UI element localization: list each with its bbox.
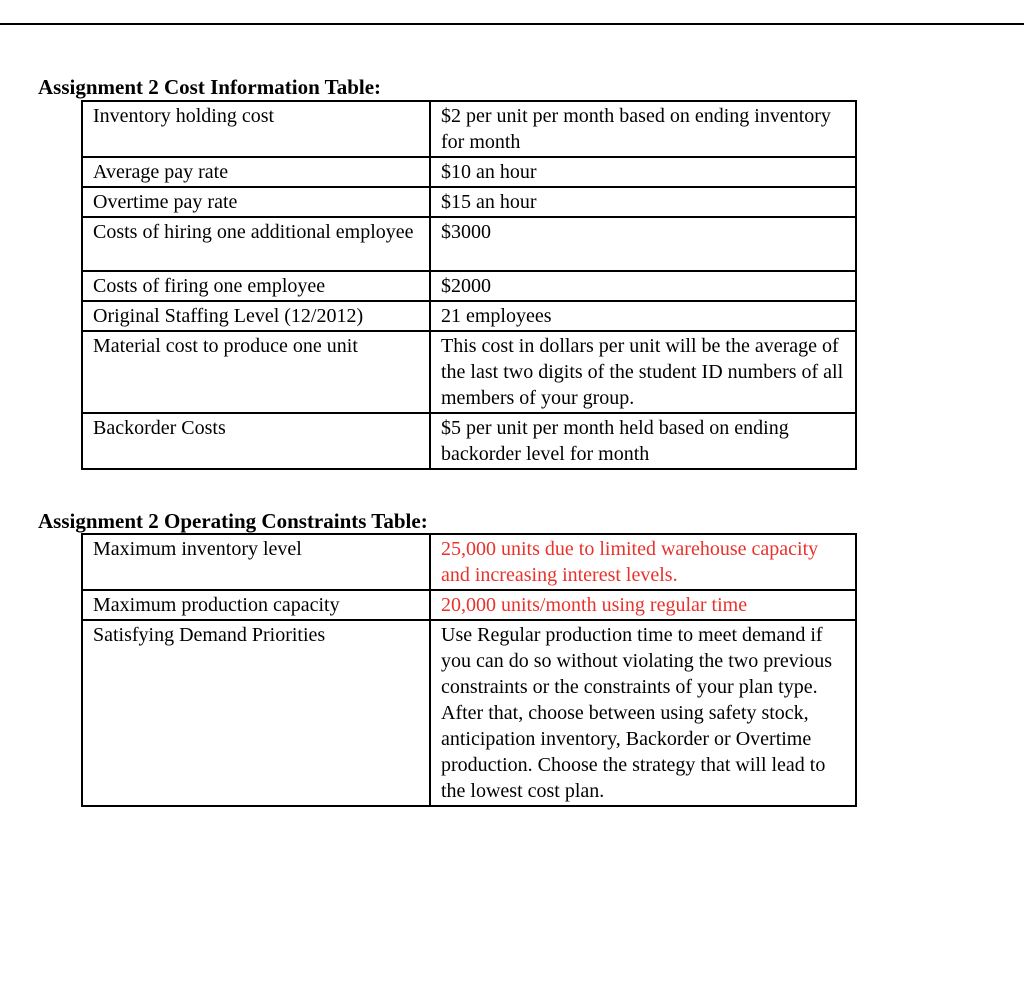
table-row xyxy=(82,301,856,331)
cost-label: Inventory holding cost xyxy=(82,101,430,157)
cost-label: Costs of firing one employee xyxy=(82,271,430,301)
top-rule xyxy=(0,23,1024,25)
cost-value: $5 per unit per month held based on ending backorder level for month xyxy=(430,413,856,469)
cost-value: This cost in dollars per unit will be the average of the last two digits of the student ID numbers of all members of your group. xyxy=(430,331,856,413)
operating-constraints-table xyxy=(81,533,857,807)
cost-label: Backorder Costs xyxy=(82,413,430,469)
cost-value: 21 employees xyxy=(430,301,856,331)
cost-label: Average pay rate xyxy=(82,157,430,187)
table-row xyxy=(82,331,856,413)
table-row xyxy=(82,590,856,620)
constraint-value: Use Regular production time to meet demand if you can do so without violating the two previous constraints or the constraints of your plan type. After that, choose between using safety stock, anticipation inventory, Backorder or Overtime production. Choose the strategy that will lead to the lowest cost plan. xyxy=(430,620,856,806)
table-row xyxy=(82,101,856,157)
constraint-label: Maximum inventory level xyxy=(82,534,430,590)
cost-value: $3000 xyxy=(430,217,856,271)
table-row xyxy=(82,157,856,187)
table-row xyxy=(82,217,856,271)
constraint-value: 25,000 units due to limited warehouse capacity and increasing interest levels. xyxy=(430,534,856,590)
table-row xyxy=(82,187,856,217)
cost-table-title: Assignment 2 Cost Information Table: xyxy=(38,75,382,99)
cost-label: Costs of hiring one additional employee xyxy=(82,217,430,271)
cost-value: $2 per unit per month based on ending inventory for month xyxy=(430,101,856,157)
table-row xyxy=(82,534,856,590)
constraint-value: 20,000 units/month using regular time xyxy=(430,590,856,620)
cost-value: $15 an hour xyxy=(430,187,856,217)
table-row xyxy=(82,413,856,469)
cost-information-table xyxy=(81,100,857,470)
constraint-label: Maximum production capacity xyxy=(82,590,430,620)
table-row xyxy=(82,620,856,806)
cost-value: $2000 xyxy=(430,271,856,301)
cost-label: Overtime pay rate xyxy=(82,187,430,217)
constraints-table-title: Assignment 2 Operating Constraints Table: xyxy=(38,509,428,533)
cost-label: Material cost to produce one unit xyxy=(82,331,430,413)
table-row xyxy=(82,271,856,301)
constraint-label: Satisfying Demand Priorities xyxy=(82,620,430,806)
cost-value: $10 an hour xyxy=(430,157,856,187)
cost-label: Original Staffing Level (12/2012) xyxy=(82,301,430,331)
